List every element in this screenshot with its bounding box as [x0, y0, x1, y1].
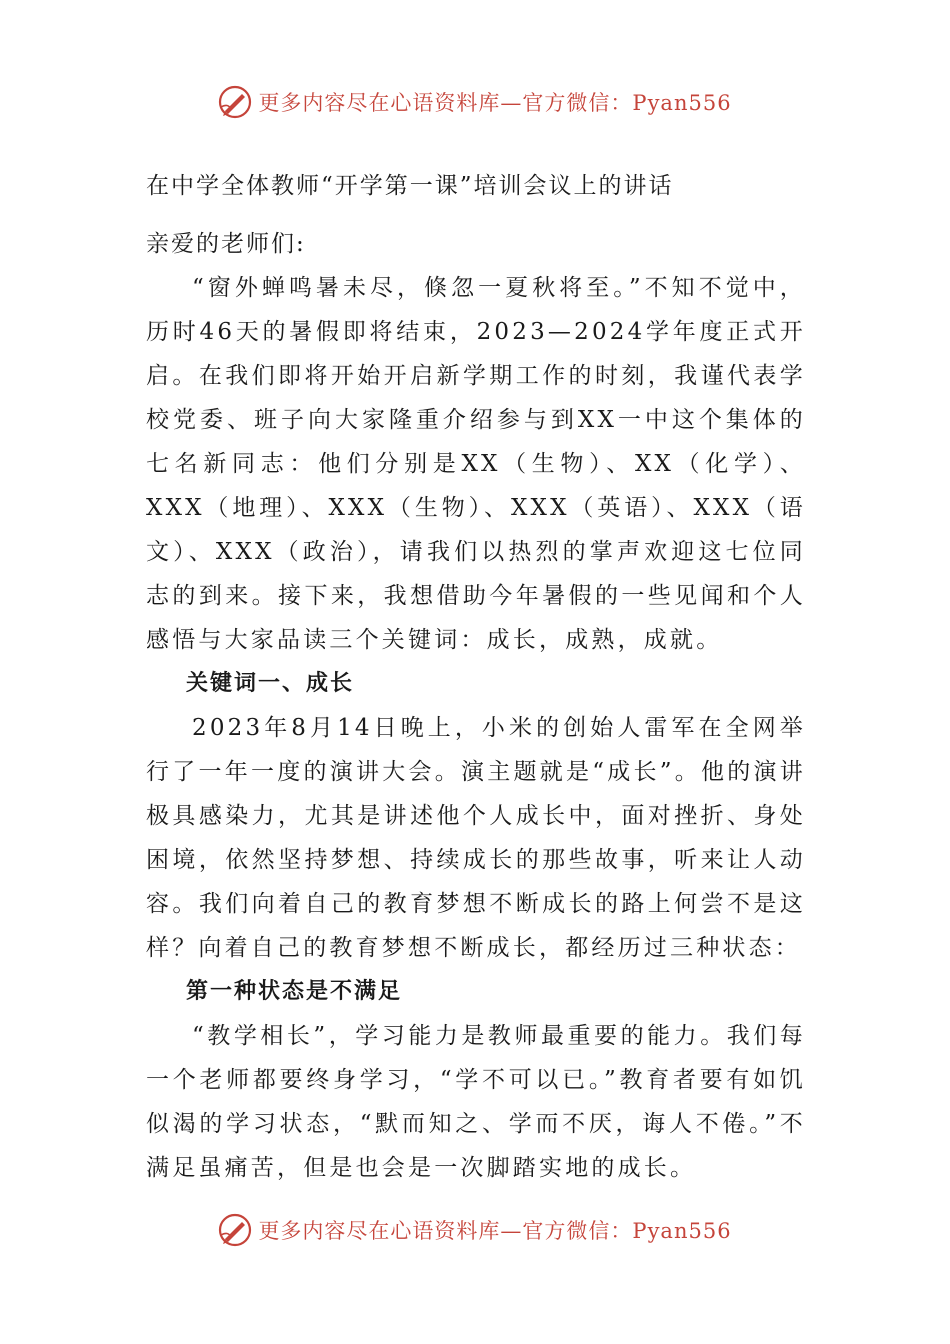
section-heading-keyword-one: 关键词一、成长 — [186, 671, 355, 696]
paragraph-intro: “窗外蝉鸣暑未尽，倏忽一夏秋将至。”不知不觉中，历时46天的暑假即将结束，2023—2024学年度正式开启。在我们即将开始开启新学期工作的时刻，我谨代表学校党委、班子向大家隆重介绍参与到XX一中这个集体的七名新同志：他们分别是XX（生物）、XX（化学）、XXX（地理）、XXX（生物）、XXX（英语）、XXX（语文）、XXX（政治），请我们以热烈的掌声欢迎这七位同志的到来。接下来，我想借助今年暑假的一些见闻和个人感悟与大家品读三个关键词：成长，成熟，成就。 — [146, 275, 806, 653]
paragraph-growth: 2023年8月14日晚上，小米的创始人雷军在全网举行了一年一度的演讲大会。演主题就是“成长”。他的演讲极具感染力，尤其是讲述他个人成长中，面对挫折、身处困境，依然坚持梦想、持续成长的那些故事，听来让人动容。我们向着自己的教育梦想不断成长的路上何尝不是这样？向着自己的教育梦想不断成长，都经历过三种状态： — [146, 715, 806, 961]
watermark-text: 更多内容尽在心语资料库—官方微信：Pyan556 — [258, 91, 732, 115]
pen-logo-icon — [218, 85, 252, 119]
pen-logo-icon — [218, 1213, 252, 1247]
paragraph-not-satisfied: “教学相长”，学习能力是教师最重要的能力。我们每一个老师都要终身学习，“学不可以已。”教育者要有如饥似渴的学习状态，“默而知之、学而不厌，诲人不倦。”不满足虽痛苦，但是也会是一次脚踏实地的成长。 — [146, 1023, 806, 1181]
greeting: 亲爱的老师们: — [146, 231, 306, 257]
document-body — [146, 164, 806, 1190]
footer-watermark — [0, 1210, 950, 1250]
header-watermark — [0, 82, 950, 122]
watermark-text: 更多内容尽在心语资料库—官方微信：Pyan556 — [258, 1219, 732, 1243]
section-heading-state-one: 第一种状态是不满足 — [186, 979, 403, 1004]
document-title: 在中学全体教师“开学第一课”培训会议上的讲话 — [146, 173, 674, 199]
